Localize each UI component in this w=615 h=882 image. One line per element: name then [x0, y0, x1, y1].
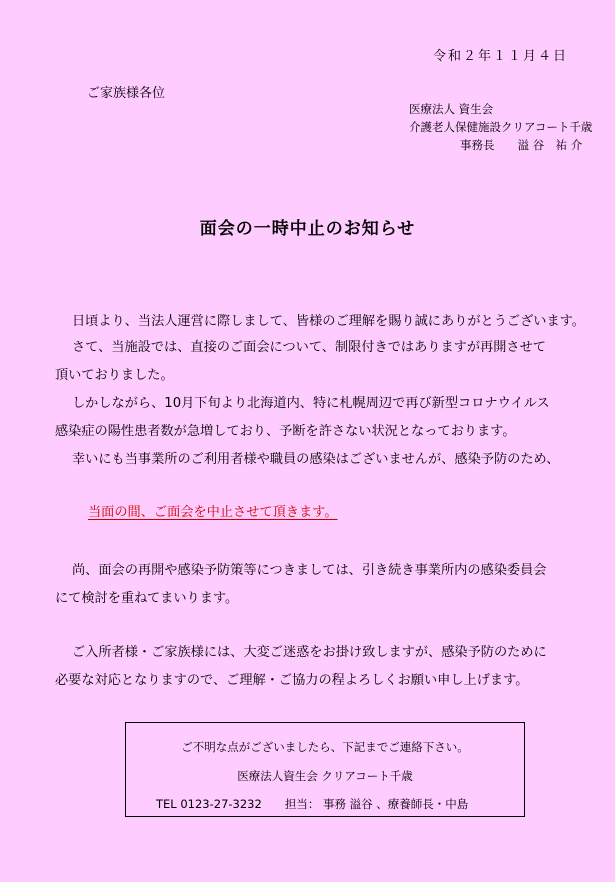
- addressee: ご家族様各位: [87, 86, 166, 101]
- document-title: 面会の一時中止のお知らせ: [199, 219, 416, 239]
- paragraph-review-line2: にて検討を重ねてまいります。: [55, 591, 239, 606]
- suspension-notice: 当面の間、ご面会を中止させて頂きます。: [88, 505, 338, 520]
- paragraph-situation-line2: 感染症の陽性患者数が急増しており、予断を許さない状況となっております。: [55, 424, 516, 439]
- contact-organization: 医療法人資生会 クリアコート千歳: [237, 769, 413, 783]
- paragraph-reopen-line1: さて、当施設では、直接のご面会について、制限付きではありますが再開させて: [72, 340, 546, 355]
- sender-corporation: 医療法人 資生会: [409, 102, 494, 116]
- sender-facility: 介護老人保健施設クリアコート千歳: [409, 120, 593, 134]
- paragraph-situation-line1: しかしながら、10月下旬より北海道内、特に札幌周辺で再び新型コロナウイルス: [72, 396, 550, 411]
- paragraph-prevention: 幸いにも当事業所のご利用者様や職員の感染はございませんが、感染予防のため、: [72, 452, 560, 467]
- paragraph-reopen-line2: 頂いておりました。: [55, 368, 174, 383]
- paragraph-review-line1: 尚、面会の再開や感染予防策等につきましては、引き続き事業所内の感染委員会: [72, 563, 547, 578]
- paragraph-apology-line2: 必要な対応となりますので、ご理解・ご協力の程よろしくお願い申し上げます。: [55, 673, 529, 688]
- sender-position-name: 事務長 溢 谷 祐 介: [460, 138, 583, 152]
- contact-phone-person: TEL 0123-27-3232 担当： 事務 溢谷 、療養師長・中島: [156, 797, 469, 811]
- paragraph-greeting: 日頃より、当法人運営に際しまして、皆様のご理解を賜り誠にありがとうございます。: [72, 314, 585, 329]
- contact-box: [125, 722, 525, 817]
- document-date: 令和２年１１月４日: [432, 49, 568, 64]
- paragraph-apology-line1: ご入所者様・ご家族様には、大変ご迷惑をお掛け致しますが、感染予防のために: [72, 645, 547, 660]
- contact-inquiry: ご不明な点がございましたら、下記までご連絡下さい。: [181, 740, 469, 754]
